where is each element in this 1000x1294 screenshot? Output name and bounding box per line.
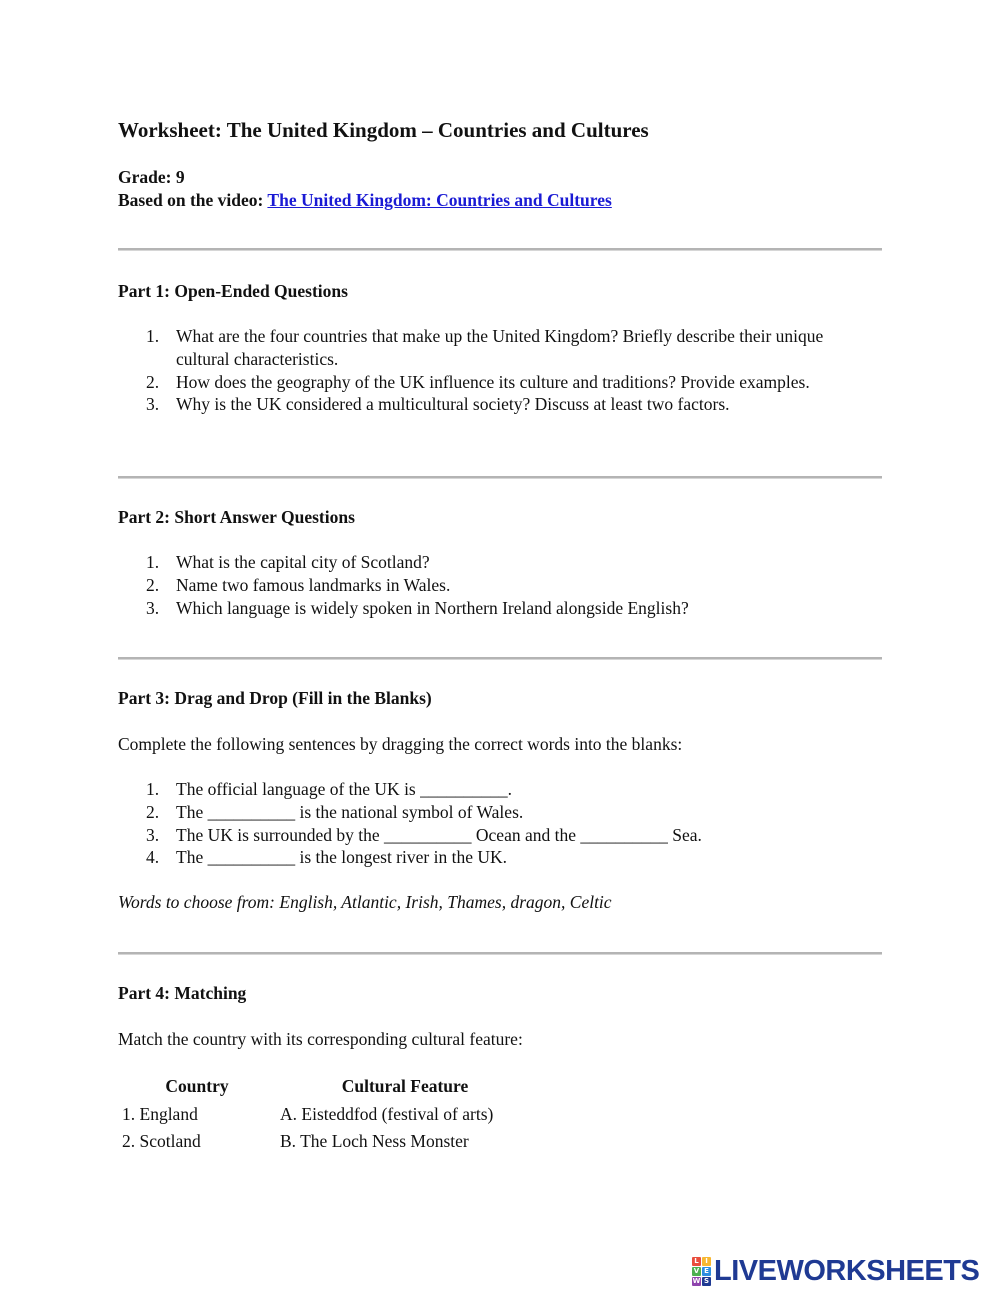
question-text: Which language is widely spoken in Northern Ireland alongside English?	[176, 597, 689, 618]
list-item	[118, 393, 866, 416]
video-link[interactable]: The United Kingdom: Countries and Cultures	[267, 190, 612, 210]
question-text: Why is the UK considered a multicultural society? Discuss at least two factors.	[176, 394, 730, 415]
word-bank: Words to choose from: English, Atlantic, Irish, Thames, dragon, Celtic	[118, 892, 612, 912]
part3-heading: Part 3: Drag and Drop (Fill in the Blanks)	[118, 688, 432, 708]
table-row	[118, 1101, 534, 1128]
feature-cell: B. The Loch Ness Monster	[280, 1131, 469, 1151]
page-title: Worksheet: The United Kingdom – Countries and Cultures	[118, 118, 649, 142]
question-number: 2.	[146, 574, 160, 595]
logo-mark-tile: E	[702, 1267, 711, 1276]
list-item	[118, 846, 866, 869]
divider	[118, 476, 882, 479]
logo-mark-tile: V	[693, 1266, 700, 1275]
fill-blank-sentence[interactable]: The UK is surrounded by the __________ Ocean and the __________ Sea.	[176, 824, 702, 845]
part2-heading: Part 2: Short Answer Questions	[118, 507, 355, 527]
column-header-country: Country	[165, 1075, 229, 1096]
based-on-label: Based on the video:	[118, 190, 264, 210]
question-number: 3.	[146, 597, 160, 618]
question-text: What are the four countries that make up the United Kingdom? Briefly describe their unique cultural characteristics.	[176, 326, 824, 369]
table-row	[118, 1128, 534, 1155]
list-item	[118, 824, 866, 847]
sentence-number: 4.	[146, 847, 160, 868]
question-number: 3.	[146, 394, 160, 415]
question-number: 2.	[146, 371, 160, 392]
list-item	[118, 551, 866, 574]
divider	[118, 248, 882, 251]
logo-mark-icon	[692, 1257, 711, 1286]
sentence-number: 3.	[146, 824, 160, 845]
logo-mark-tile: I	[702, 1257, 711, 1266]
fill-blank-sentence[interactable]: The __________ is the national symbol of Wales.	[176, 801, 524, 822]
question-text: What is the capital city of Scotland?	[176, 552, 430, 572]
part3-instructions: Complete the following sentences by dragging the correct words into the blanks:	[118, 734, 683, 754]
list-item	[118, 371, 866, 394]
part3-sentence-list	[118, 778, 882, 869]
question-number: 1.	[146, 326, 160, 346]
part1-heading: Part 1: Open-Ended Questions	[118, 281, 348, 301]
table-header-row	[118, 1075, 534, 1101]
country-cell: 1. England	[122, 1104, 198, 1124]
question-number: 1.	[146, 552, 160, 572]
list-item	[118, 778, 866, 801]
part4-instructions: Match the country with its corresponding cultural feature:	[118, 1029, 523, 1049]
fill-blank-sentence[interactable]: The official language of the UK is __________.	[176, 779, 512, 799]
part4-heading: Part 4: Matching	[118, 983, 247, 1003]
column-header-cultural-feature: Cultural Feature	[341, 1075, 469, 1096]
list-item	[118, 325, 866, 371]
logo-mark-tile: L	[692, 1257, 701, 1266]
sentence-number: 2.	[146, 801, 160, 822]
divider	[118, 657, 882, 660]
sentence-number: 1.	[146, 779, 160, 799]
matching-table	[118, 1075, 534, 1155]
fill-blank-sentence[interactable]: The __________ is the longest river in the UK.	[176, 847, 507, 868]
question-text: How does the geography of the UK influence its culture and traditions? Provide examples.	[176, 371, 810, 392]
part2-question-list	[118, 551, 882, 619]
part1-question-list	[118, 325, 882, 416]
grade-label: Grade: 9	[118, 167, 185, 187]
logo-mark-tile: W	[692, 1276, 701, 1285]
question-text: Name two famous landmarks in Wales.	[176, 574, 451, 595]
feature-cell: A. Eisteddfod (festival of arts)	[280, 1104, 494, 1124]
list-item	[118, 597, 866, 620]
logo-mark-tile: S	[703, 1276, 710, 1285]
country-cell: 2. Scotland	[122, 1131, 201, 1151]
list-item	[118, 574, 866, 597]
liveworksheets-logo	[692, 1256, 979, 1286]
logo-text: LIVEWORKSHEETS	[714, 1255, 980, 1287]
list-item	[118, 801, 866, 824]
video-source-line	[118, 190, 612, 211]
divider	[118, 952, 882, 955]
